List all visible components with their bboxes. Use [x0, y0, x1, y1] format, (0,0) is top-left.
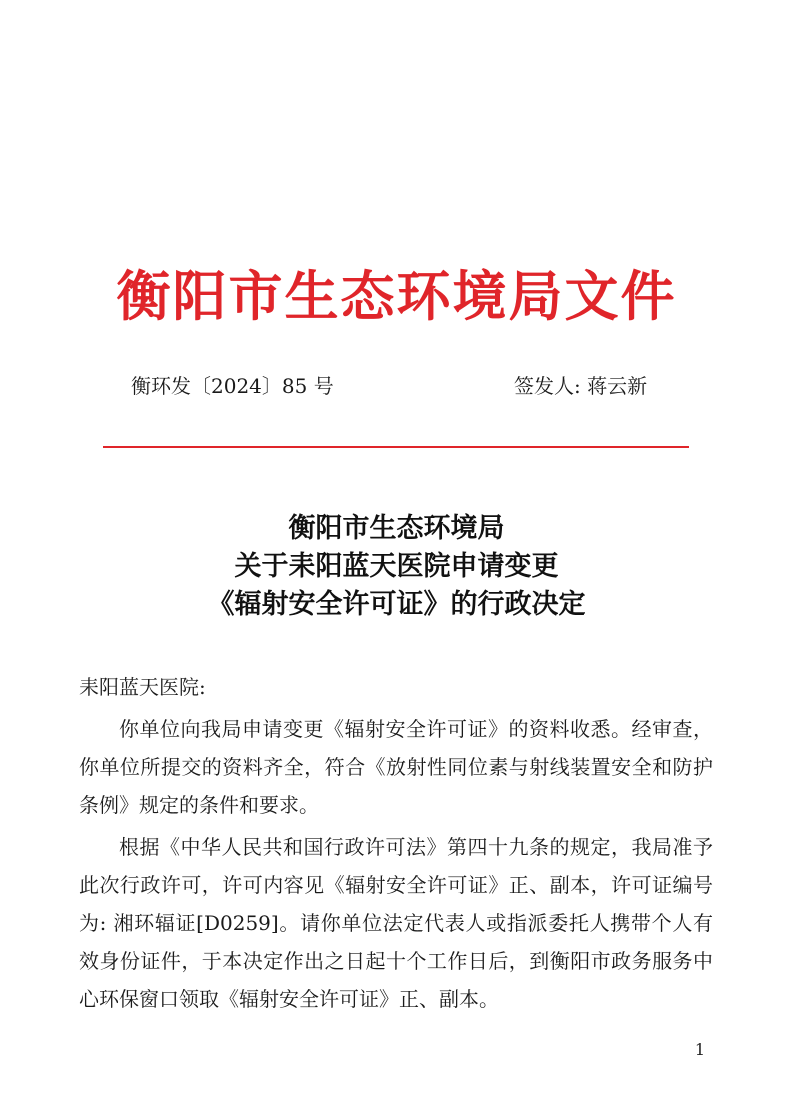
heading-line-1: 衡阳市生态环境局	[288, 513, 505, 544]
addressee: 耒阳蓝天医院:	[79, 675, 206, 699]
document-signer: 签发人: 蒋云新	[514, 374, 648, 398]
body-paragraph-2: 根据《中华人民共和国行政许可法》第四十九条的规定，我局准予此次行政许可，许可内容见《辐射安全许可证》正、副本，许可证编号为: 湘环辐证[D0259]。请你单位法定代表人或指派委托人携带个人有效身份证件，于本决定作出之日起十个工作日后，到衡阳市政务服务中心环保窗口领取《辐射安全许可证》正、副本。	[79, 835, 713, 1011]
document-body	[79, 668, 713, 1018]
document-header-title: 衡阳市生态环境局文件	[116, 265, 677, 328]
body-paragraph-1: 你单位向我局申请变更《辐射安全许可证》的资料收悉。经审查，你单位所提交的资料齐全，符合《放射性同位素与射线装置安全和防护条例》规定的条件和要求。	[79, 717, 713, 817]
red-divider-line	[103, 446, 689, 448]
document-number: 衡环发〔2024〕85 号	[131, 374, 334, 398]
document-heading	[0, 510, 793, 624]
heading-line-2: 关于耒阳蓝天医院申请变更	[234, 551, 559, 582]
heading-line-3: 《辐射安全许可证》的行政决定	[207, 589, 586, 620]
page-number: 1	[694, 1040, 706, 1059]
